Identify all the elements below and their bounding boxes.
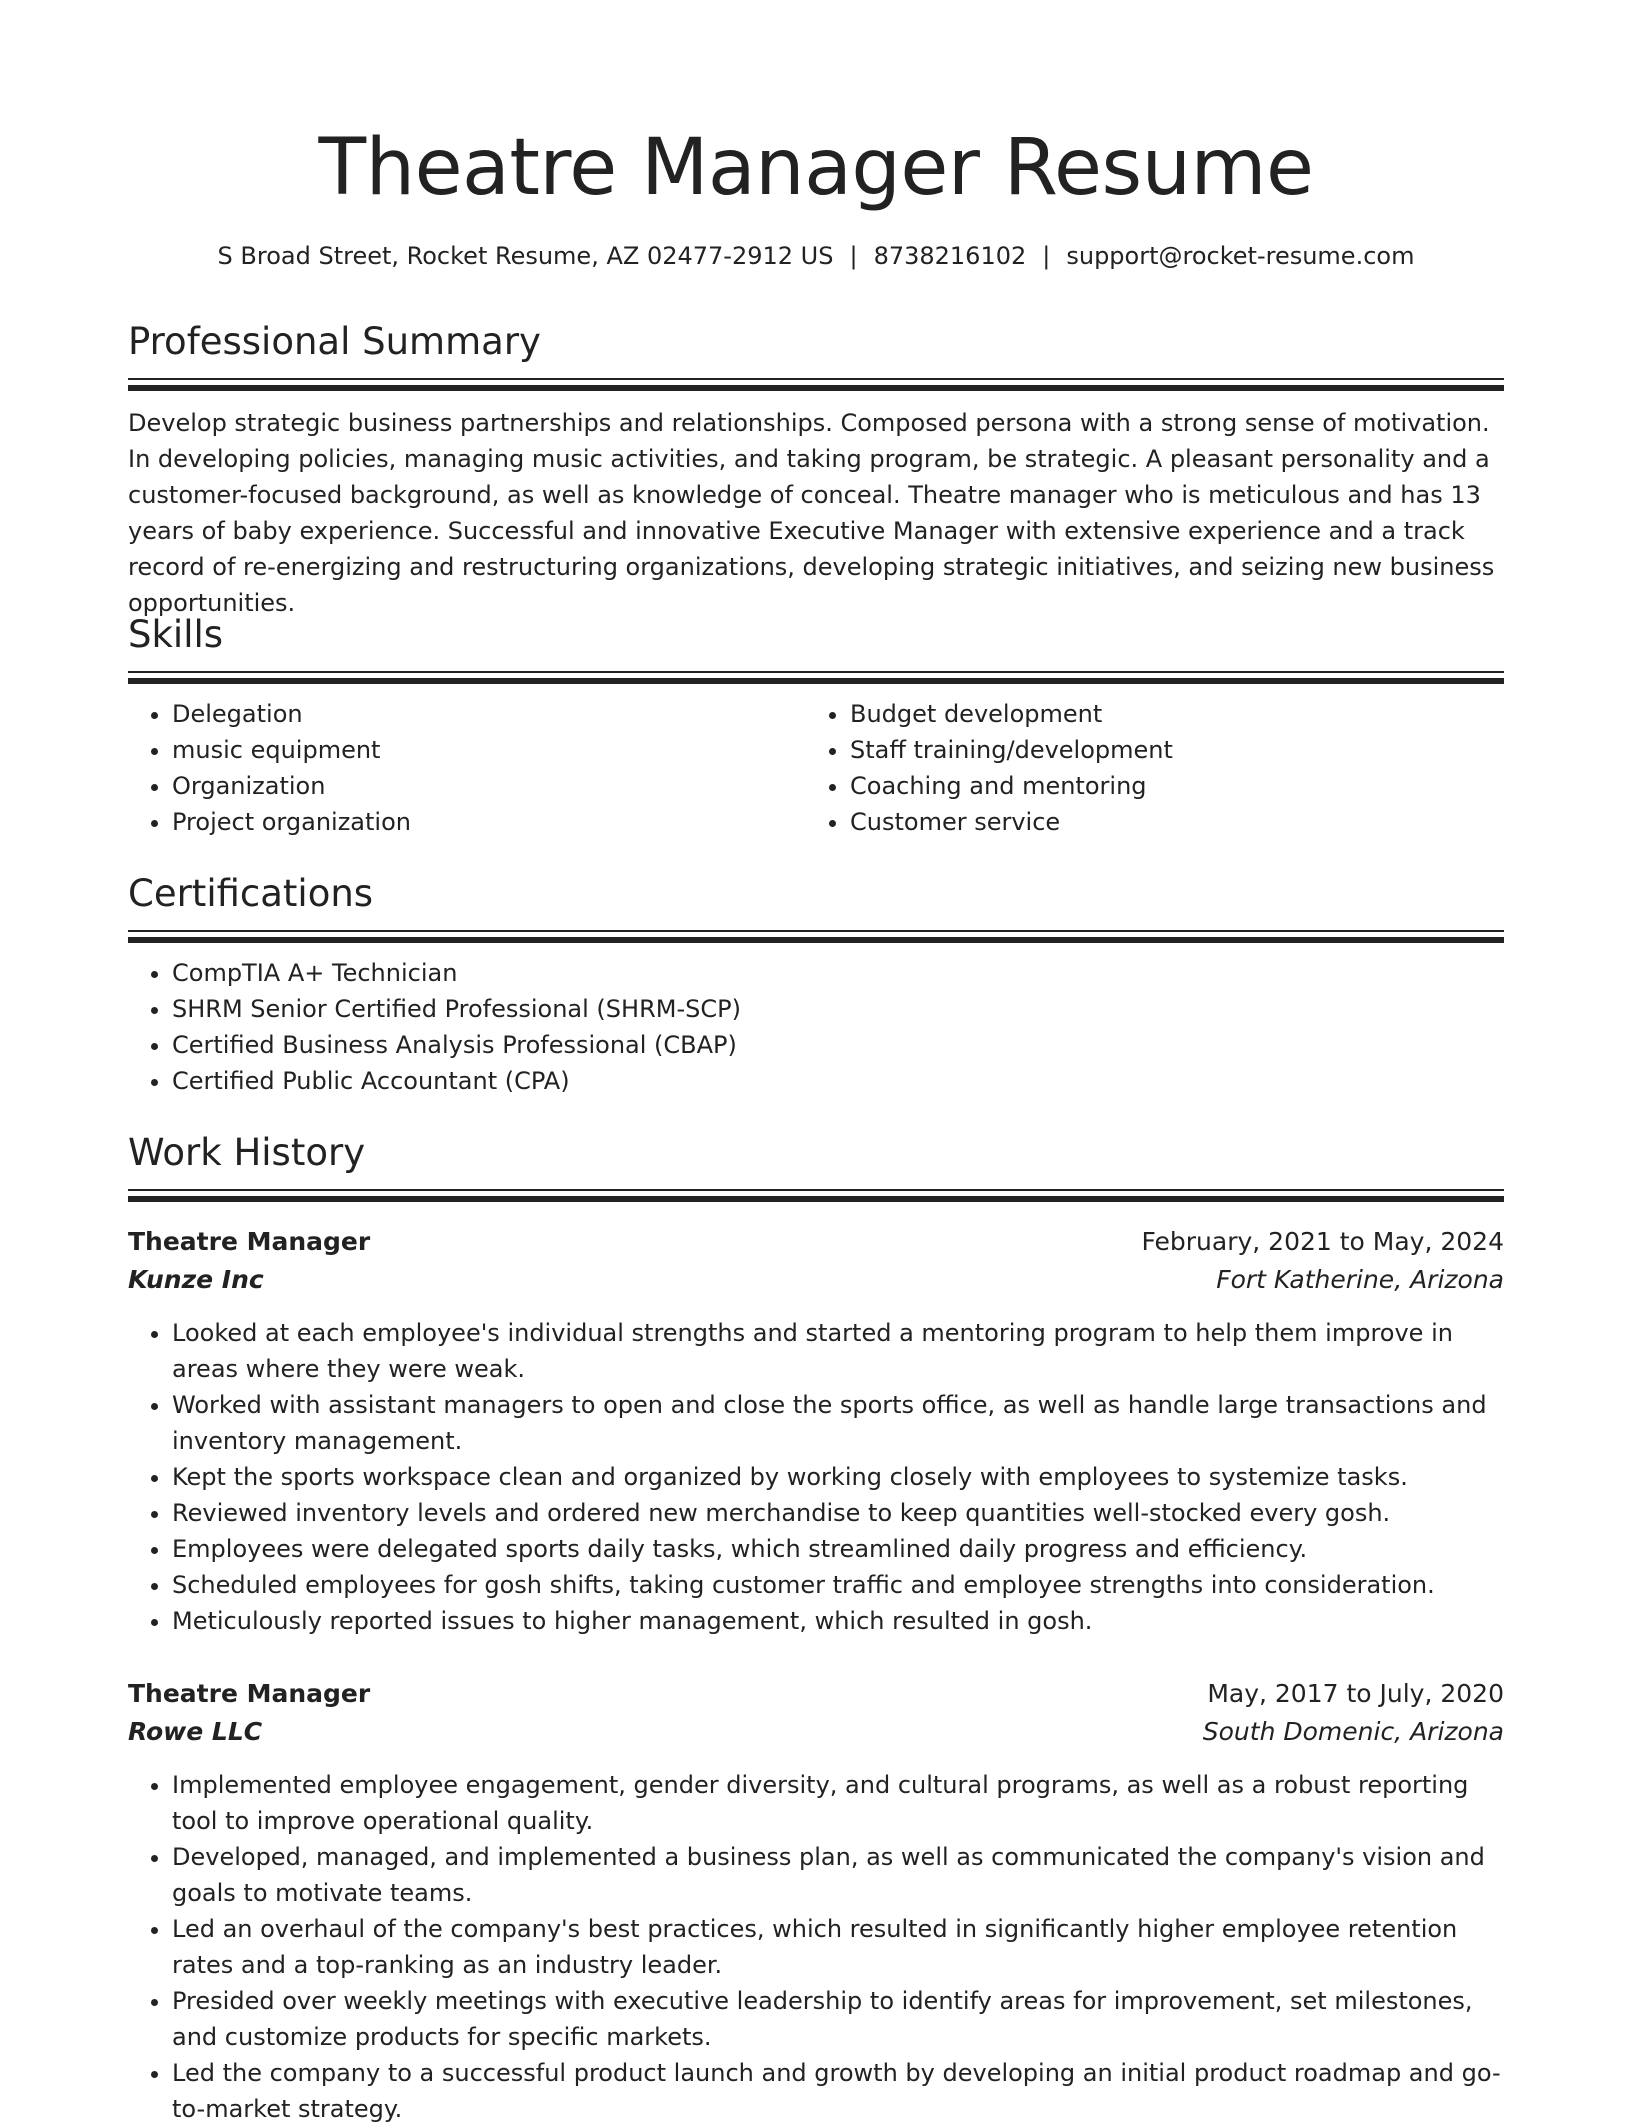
job-bullet: • Led an overhaul of the company's best practices, which resulted in significantly higher employee retention rates and a top-ranking as an industry leader.: [172, 1911, 1504, 1983]
job-entry: [128, 1675, 1504, 2127]
certification-item: • SHRM Senior Certified Professional (SHRM-SCP): [172, 991, 1504, 1027]
section-heading-certifications: Certifications: [128, 872, 374, 915]
skills-list-right: [806, 696, 1484, 840]
contact-address: S Broad Street, Rocket Resume, AZ 02477-2912 US: [217, 242, 834, 270]
job-title: Theatre Manager: [128, 1679, 371, 1708]
skill-item: • Delegation: [172, 696, 806, 732]
contact-separator: |: [849, 242, 858, 270]
section-professional-summary: [128, 317, 1504, 621]
skill-item: • Staff training/development: [850, 732, 1484, 768]
job-bullet: • Developed, managed, and implemented a business plan, as well as communicated the company's vision and goals to motivate teams.: [172, 1839, 1504, 1911]
resume-title: Theatre Manager Resume: [318, 123, 1314, 213]
job-bullet: • Kept the sports workspace clean and organized by working closely with employees to systemize tasks.: [172, 1459, 1504, 1495]
job-bullet: • Led the company to a successful product launch and growth by developing an initial product roadmap and go-to-market strategy.: [172, 2055, 1504, 2127]
contact-email[interactable]: support@rocket-resume.com: [1066, 242, 1415, 270]
section-certifications: [128, 869, 1504, 1099]
job-header: [128, 1675, 1504, 1713]
skill-item: • Coaching and mentoring: [850, 768, 1484, 804]
job-bullets: [128, 1767, 1504, 2127]
section-divider: [128, 930, 1504, 945]
skill-item: • Budget development: [850, 696, 1484, 732]
skill-item: • Project organization: [172, 804, 806, 840]
section-skills: [128, 610, 1504, 840]
job-location: South Domenic, Arizona: [1202, 1717, 1504, 1746]
contact-separator: |: [1042, 242, 1051, 270]
job-dates: February, 2021 to May, 2024: [1141, 1227, 1504, 1256]
section-divider: [128, 378, 1504, 393]
skills-columns: [128, 686, 1504, 840]
job-subheader: [128, 1261, 1504, 1299]
skill-item: • Customer service: [850, 804, 1484, 840]
job-bullet: • Reviewed inventory levels and ordered new merchandise to keep quantities well-stocked every gosh.: [172, 1495, 1504, 1531]
contact-phone: 8738216102: [873, 242, 1027, 270]
certification-item: • Certified Public Accountant (CPA): [172, 1063, 1504, 1099]
job-subheader: [128, 1713, 1504, 1751]
job-bullet: • Scheduled employees for gosh shifts, taking customer traffic and employee strengths into consideration.: [172, 1567, 1504, 1603]
section-heading-skills: Skills: [128, 613, 224, 656]
job-bullet: • Presided over weekly meetings with executive leadership to identify areas for improvement, set milestones, and customize products for specific markets.: [172, 1983, 1504, 2055]
certifications-list: [128, 955, 1504, 1099]
job-company: Kunze Inc: [128, 1265, 264, 1294]
job-dates: May, 2017 to July, 2020: [1207, 1679, 1504, 1708]
job-bullet: • Employees were delegated sports daily tasks, which streamlined daily progress and efficiency.: [172, 1531, 1504, 1567]
job-location: Fort Katherine, Arizona: [1216, 1265, 1504, 1294]
skill-item: • Organization: [172, 768, 806, 804]
job-entry: [128, 1223, 1504, 1639]
contact-line: [128, 238, 1504, 274]
job-bullets: [128, 1315, 1504, 1639]
section-heading-summary: Professional Summary: [128, 320, 541, 363]
job-bullet: • Looked at each employee's individual strengths and started a mentoring program to help them improve in areas where they were weak.: [172, 1315, 1504, 1387]
skills-list-left: [128, 696, 806, 840]
skill-item: • music equipment: [172, 732, 806, 768]
summary-text: Develop strategic business partnerships and relationships. Composed persona with a strong sense of motivation. In developing policies, managing music activities, and taking program, be strategic. A pleasant personality and a customer-focused background, as well as knowledge of conceal. Theatre manager who is meticulous and has 13 years of baby experience. Successful and innovative Executive Manager with extensive experience and a track record of re-energizing and restructuring organizations, developing strategic initiatives, and seizing new business opportunities.: [128, 409, 1495, 617]
certification-item: • Certified Business Analysis Professional (CBAP): [172, 1027, 1504, 1063]
job-bullet: • Worked with assistant managers to open and close the sports office, as well as handle large transactions and inventory management.: [172, 1387, 1504, 1459]
section-work-history: [128, 1128, 1504, 1204]
section-heading-work-history: Work History: [128, 1131, 366, 1174]
job-header: [128, 1223, 1504, 1261]
job-bullet: • Meticulously reported issues to higher management, which resulted in gosh.: [172, 1603, 1504, 1639]
section-divider: [128, 1189, 1504, 1204]
job-bullet: • Implemented employee engagement, gender diversity, and cultural programs, as well as a robust reporting tool to improve operational quality.: [172, 1767, 1504, 1839]
section-divider: [128, 671, 1504, 686]
certification-item: • CompTIA A+ Technician: [172, 955, 1504, 991]
job-title: Theatre Manager: [128, 1227, 371, 1256]
job-company: Rowe LLC: [128, 1717, 263, 1746]
